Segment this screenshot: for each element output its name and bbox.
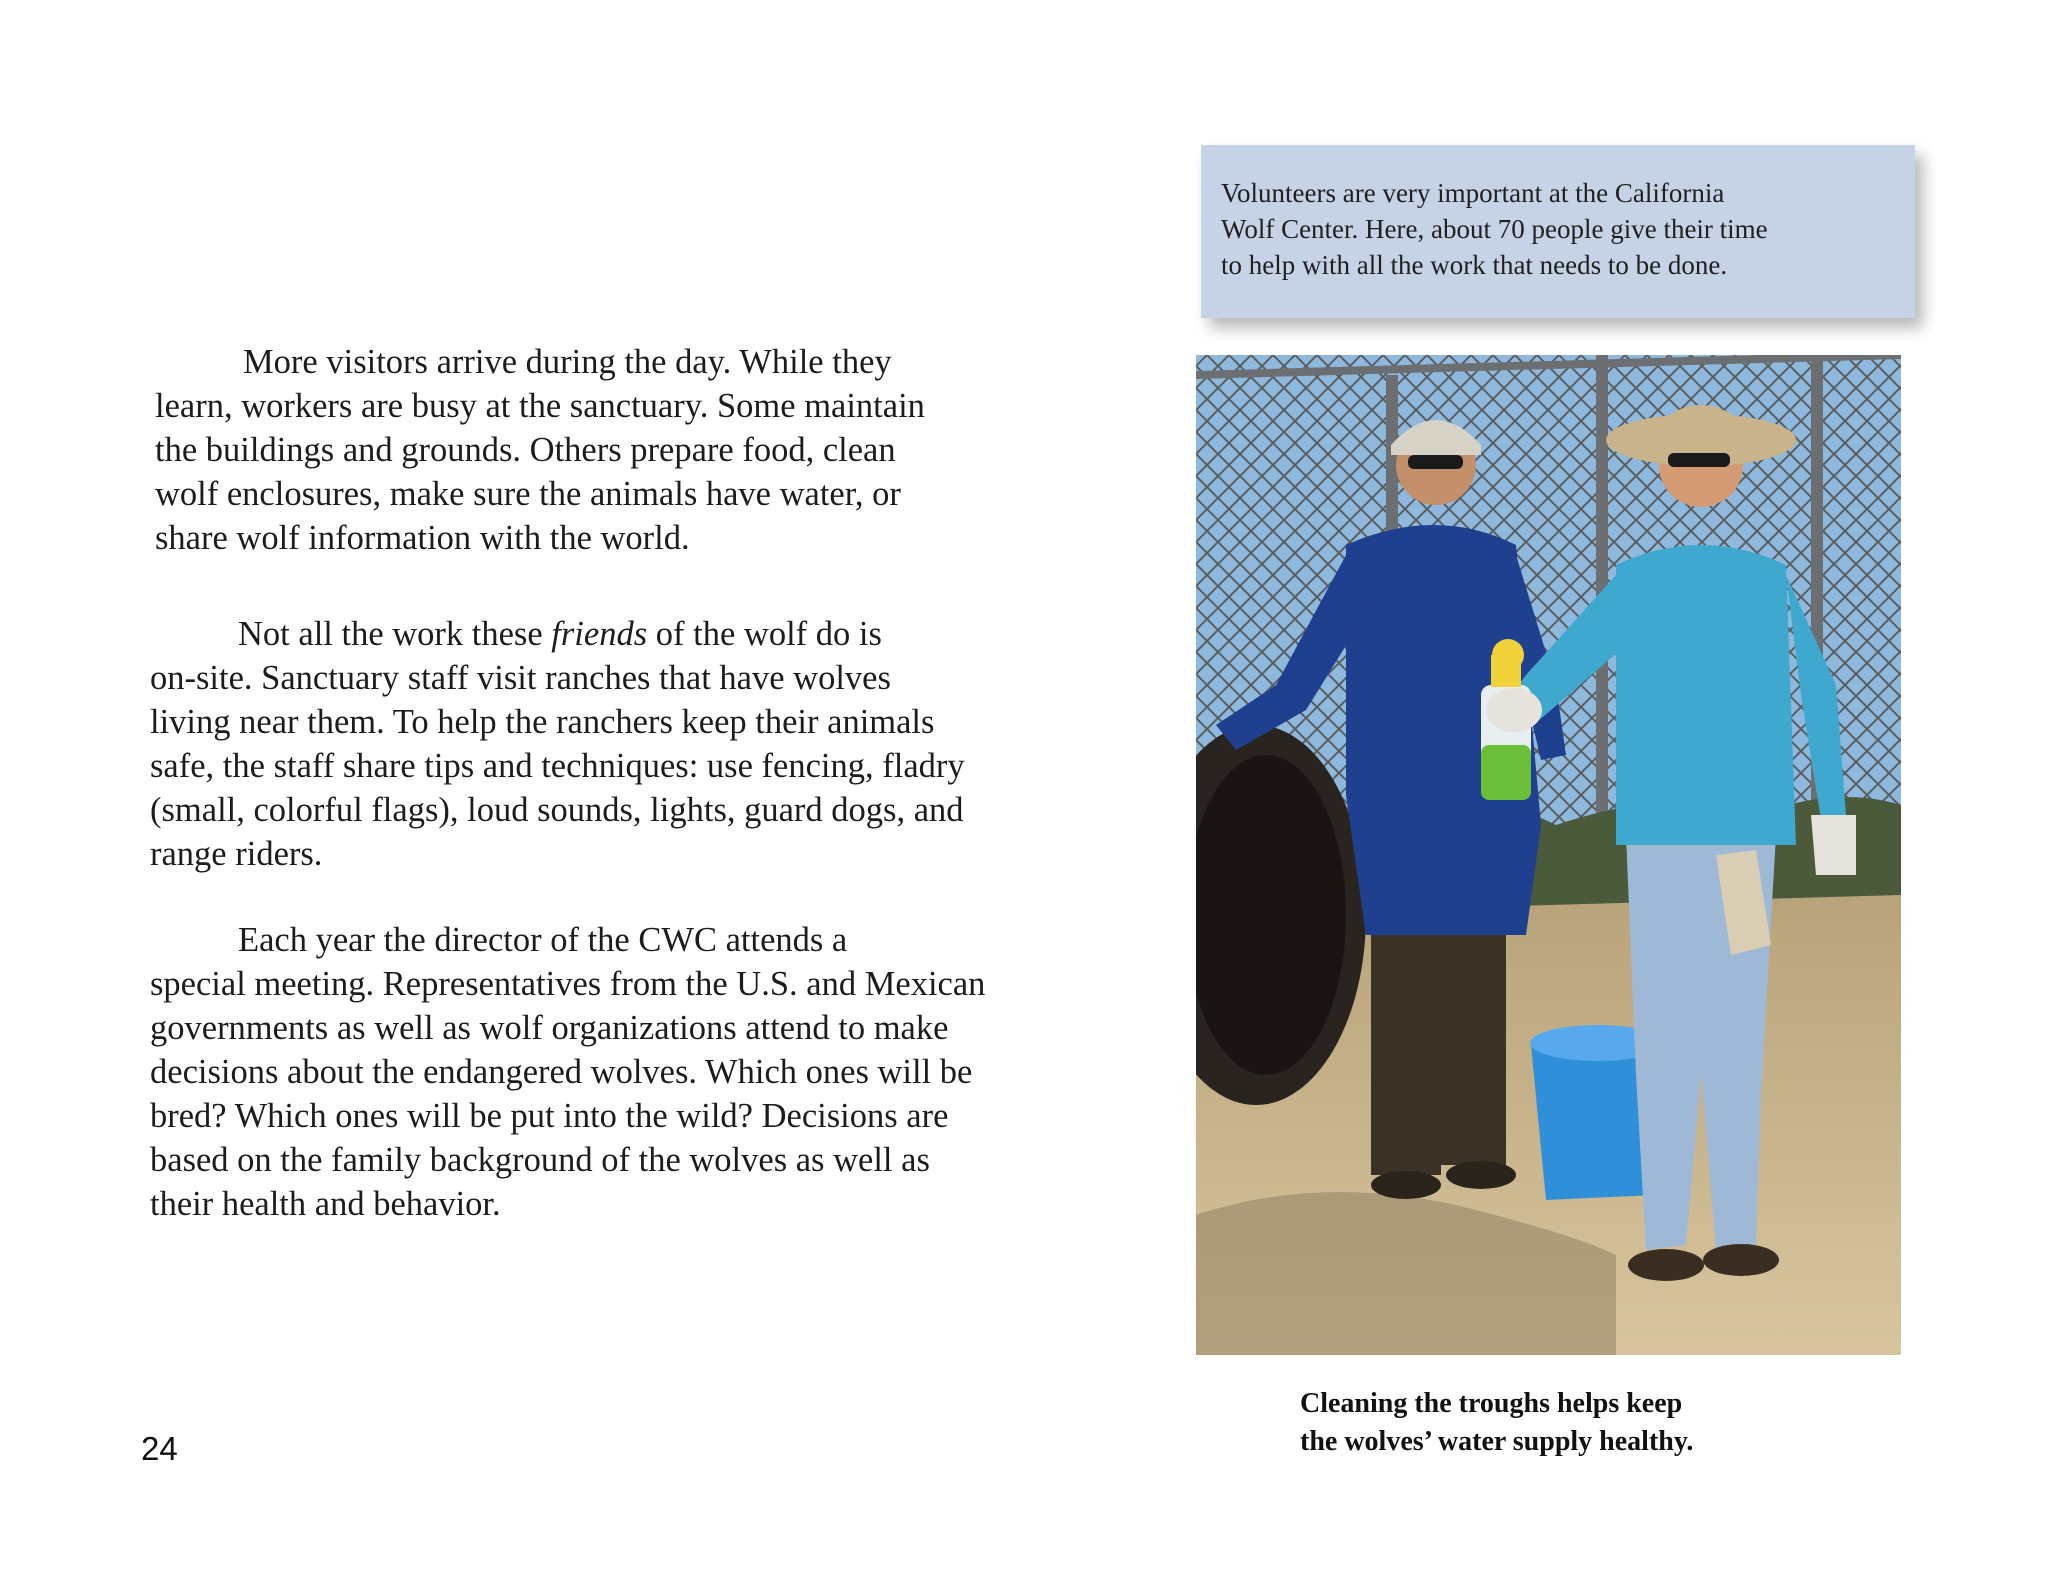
volunteers-photo (1196, 355, 1901, 1355)
page-number: 24 (141, 1430, 178, 1467)
text-line: special meeting. Representatives from the U.S. and Mexican (150, 965, 986, 1003)
glove (1486, 688, 1542, 732)
sidebar-line: Wolf Center. Here, about 70 people give their time (1221, 214, 1768, 244)
photo-illustration (1196, 355, 1901, 1355)
text-line: governments as well as wolf organizations attend to make (150, 1009, 949, 1047)
text-run: of the wolf do is (647, 615, 882, 653)
text-line: decisions about the endangered wolves. Which ones will be (150, 1053, 973, 1091)
text-line: on-site. Sanctuary staff visit ranches that have wolves (150, 659, 891, 697)
text-line: (small, colorful flags), loud sounds, lights, guard dogs, and (150, 791, 964, 829)
sidebar-line: to help with all the work that needs to be done. (1221, 250, 1728, 280)
text-line: living near them. To help the ranchers keep their animals (150, 703, 935, 741)
paragraph-visitors (155, 340, 1115, 560)
text-run: Not all the work these (238, 615, 552, 653)
paragraph-director-meeting (150, 918, 1110, 1226)
text-line: More visitors arrive during the day. While they (243, 343, 892, 381)
text-line: based on the family background of the wolves as well as (150, 1141, 930, 1179)
text-line: the buildings and grounds. Others prepare food, clean (155, 431, 896, 469)
volunteers-sidebar (1201, 145, 1915, 318)
text-line: Each year the director of the CWC attends a (238, 921, 848, 959)
photo-caption (1300, 1385, 1693, 1461)
text-line: wolf enclosures, make sure the animals have water, or (155, 475, 901, 513)
text-line: range riders. (150, 835, 323, 873)
caption-line: the wolves’ water supply healthy. (1300, 1426, 1694, 1457)
text-line-first (150, 612, 1110, 656)
emphasis-friends: friends (551, 615, 648, 653)
text-line: their health and behavior. (150, 1185, 501, 1223)
text-line: learn, workers are busy at the sanctuary. Some maintain (155, 387, 925, 425)
text-line: share wolf information with the world. (155, 519, 690, 557)
caption-line: Cleaning the troughs helps keep (1300, 1388, 1683, 1419)
text-line: safe, the staff share tips and techniques: use fencing, fladry (150, 747, 965, 785)
paragraph-friends-of-wolf (150, 612, 1110, 876)
sidebar-line: Volunteers are very important at the California (1221, 178, 1725, 208)
text-line: bred? Which ones will be put into the wild? Decisions are (150, 1097, 949, 1135)
